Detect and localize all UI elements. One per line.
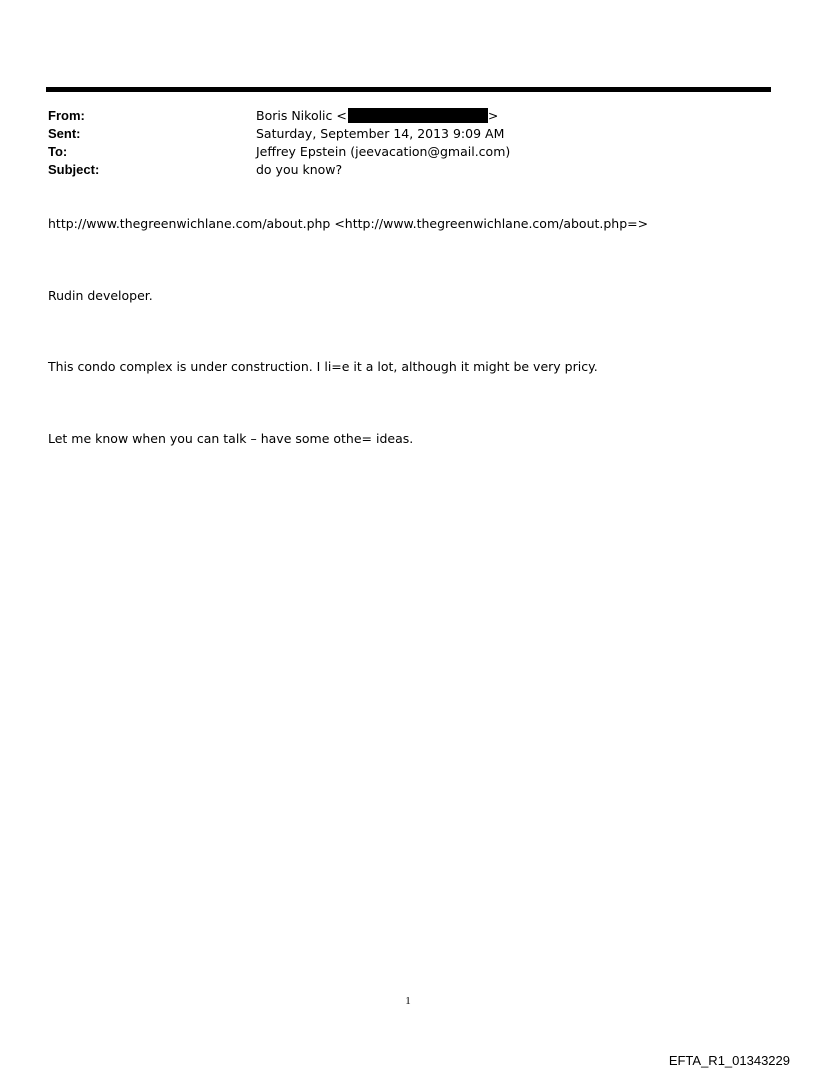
from-value <box>256 107 498 125</box>
from-close-bracket: > <box>487 108 499 123</box>
body-line-url: http://www.thegreenwichlane.com/about.php <http://www.thegreenwichlane.com/about.php=> <box>48 216 649 231</box>
to-label: To: <box>48 144 68 159</box>
redaction-box <box>348 108 488 123</box>
page-number: 1 <box>405 995 411 1007</box>
subject-value: do you know? <box>256 162 343 177</box>
sent-label: Sent: <box>48 126 81 141</box>
sent-value: Saturday, September 14, 2013 9:09 AM <box>256 126 505 141</box>
from-label: From: <box>48 108 85 123</box>
bates-id: EFTA_R1_01343229 <box>668 1053 790 1068</box>
subject-label: Subject: <box>48 162 100 177</box>
body-line-rudin: Rudin developer. <box>48 288 153 303</box>
from-name: Boris Nikolic < <box>256 108 347 123</box>
to-value: Jeffrey Epstein (jeevacation@gmail.com) <box>256 144 511 159</box>
body-line-condo: This condo complex is under construction. I li=e it a lot, although it might be very pricy. <box>48 359 598 374</box>
body-line-talk: Let me know when you can talk – have some othe= ideas. <box>48 431 414 446</box>
header-rule <box>46 87 771 92</box>
